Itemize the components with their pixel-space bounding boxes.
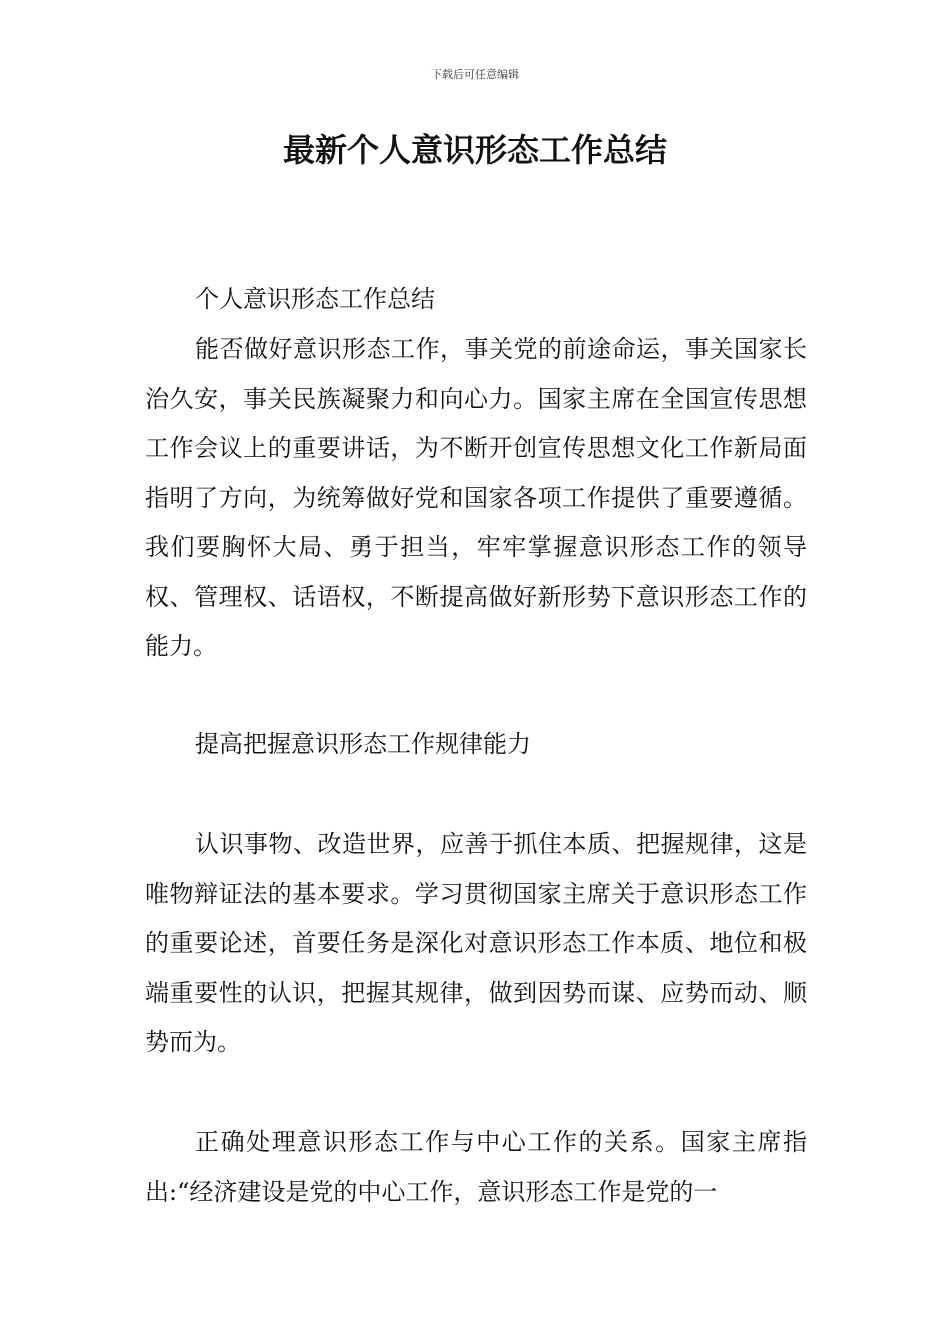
paragraph-intro: 能否做好意识形态工作，事关党的前途命运，事关国家长治久安，事关民族凝聚力和向心力。国家主席在全国宣传思想工作会议上的重要讲话，为不断开创宣传思想文化工作新局面指明了方向，为统筹做好党和国家各项工作提供了重要遵循。我们要胸怀大局、勇于担当，牢牢掌握意识形态工作的领导权、管理权、话语权，不断提高做好新形势下意识形态工作的能力。 bbox=[145, 335, 807, 660]
document-title: 最新个人意识形态工作总结 bbox=[282, 131, 667, 169]
paragraph-relationship: 正确处理意识形态工作与中心工作的关系。国家主席指出:“经济建设是党的中心工作，意识形态工作是党的一 bbox=[145, 1128, 807, 1206]
section-heading-summary: 个人意识形态工作总结 bbox=[195, 285, 435, 313]
paragraph-rules: 认识事物、改造世界，应善于抓住本质、把握规律，这是唯物辩证法的基本要求。学习贯彻国家主席关于意识形态工作的重要论述，首要任务是深化对意识形态工作本质、地位和极端重要性的认识，把握其规律，做到因势而谋、应势而动、顺势而为。 bbox=[145, 830, 807, 1056]
header-note: 下载后可任意编辑 bbox=[431, 68, 519, 81]
section-heading-capability: 提高把握意识形态工作规律能力 bbox=[195, 730, 531, 758]
